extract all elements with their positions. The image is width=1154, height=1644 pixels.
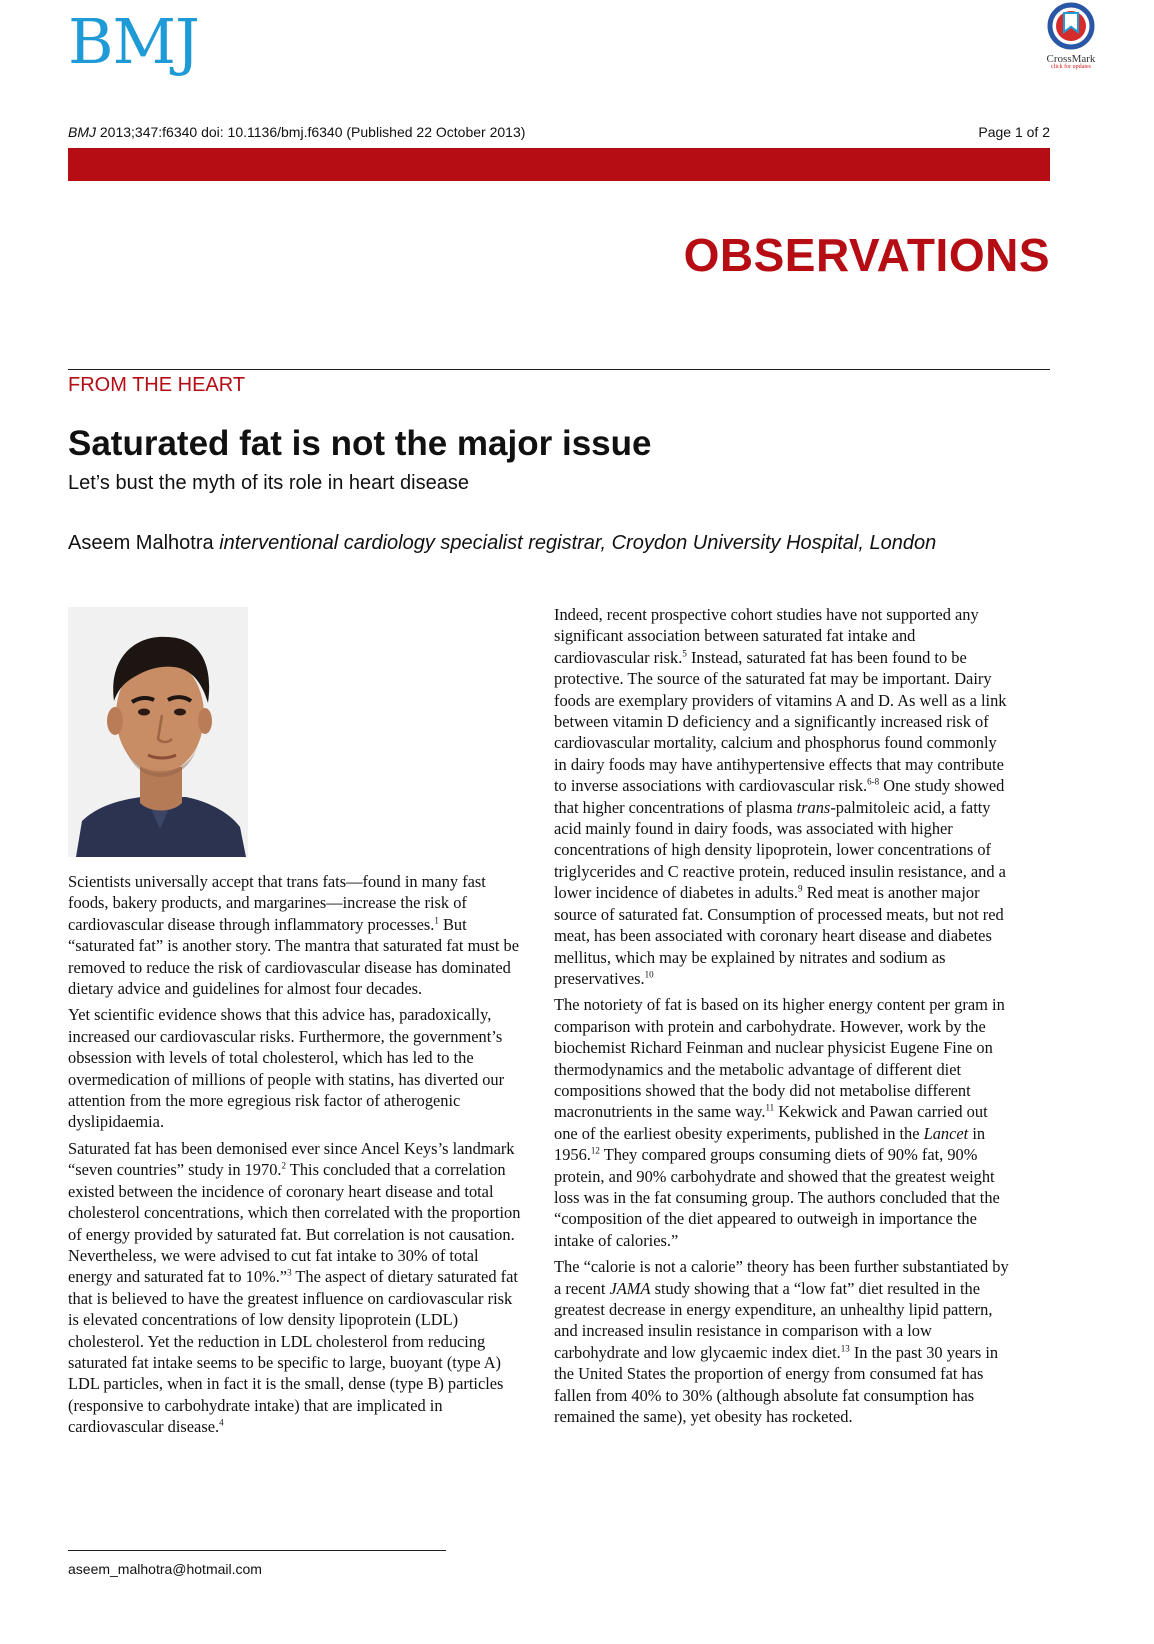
crossmark-sublabel: click for updates: [1051, 64, 1091, 70]
article-standfirst: Let’s bust the myth of its role in heart disease: [68, 472, 469, 494]
bmj-logo: BMJ: [68, 5, 199, 78]
citation-details: 2013;347:f6340 doi: 10.1136/bmj.f6340 (Published 22 October 2013): [96, 124, 526, 140]
footnote-divider: [68, 1550, 446, 1551]
citation-journal: BMJ: [68, 124, 96, 140]
body-paragraph: Indeed, recent prospective cohort studies have not supported any significant association between saturated fat intake and cardiovascular risk.$^5$ Instead, saturated fat has been found to be protective. The source of the saturated fat may be important. Dairy foods are exemplary providers of vitamins A and D. As well as a link between vitamin D deficiency and a significantly increased risk of cardiovascular mortality, calcium and phosphorus found commonly in dairy foods may have antihypertensive effects that may contribute to inverse associations with cardiovascular risk.$^{6-8}$ One study showed that higher concentrations of plasma trans-palmitoleic acid, a fatty acid mainly found in dairy foods, was associated with higher concentrations of high density lipoprotein, lower concentrations of triglycerides and C reactive protein, reduced insulin resistance, and a lower incidence of diabetes in adults.$^9$ Red meat is another major source of saturated fat. Consumption of processed meats, but not red meat, has been associated with coronary heart disease and diabetes mellitus, which may be explained by nitrates and sodium as preservatives.$^{10}$: [554, 605, 1007, 988]
body-paragraph: Yet scientific evidence shows that this advice has, paradoxically, increased our cardiovascular risks. Furthermore, the government’s obsession with levels of total cholesterol, which has led to the overmedication of millions of people with statins, has diverted our attention from the more egregious risk factor of atherogenic dyslipidaemia.: [68, 1005, 505, 1132]
crossmark-icon: [1047, 2, 1095, 50]
author-byline: [68, 532, 936, 555]
article-body-right-column: [554, 604, 1010, 1432]
author-photo: [68, 607, 248, 857]
citation-line: [68, 124, 525, 140]
crossmark-badge[interactable]: [1028, 2, 1114, 70]
page-number: Page 1 of 2: [978, 124, 1050, 140]
article-title: Saturated fat is not the major issue: [68, 424, 652, 463]
body-paragraph: Saturated fat has been demonised ever since Ancel Keys’s landmark “seven countries” study in 1970.$^2$ This concluded that a correlation existed between the incidence of coronary heart disease and total cholesterol concentrations, which then correlated with the proportion of energy provided by saturated fat. But correlation is not causation. Nevertheless, we were advised to cut fat intake to 30% of total energy and saturated fat to 10%.”$^3$ The aspect of dietary saturated fat that is believed to have the greatest influence on cardiovascular risk is elevated concentrations of low density lipoprotein (LDL) cholesterol. Yet the reduction in LDL cholesterol from reducing saturated fat intake seems to be specific to large, buoyant (type A) LDL particles, when in fact it is the small, dense (type B) particles (responsive to carbohydrate intake) that are implicated in cardiovascular disease.$^4$: [68, 1138, 521, 1437]
author-affiliation: interventional cardiology specialist registrar, Croydon University Hospital, London: [219, 532, 937, 554]
author-email-link[interactable]: aseem_malhotra@hotmail.com: [68, 1561, 262, 1577]
body-paragraph: The “calorie is not a calorie” theory has been further substantiated by a recent JAMA study showing that a “low fat” diet resulted in the greatest decrease in energy expenditure, an unhealthy lipid pattern, and increased insulin resistance in comparison with a low carbohydrate and low glycaemic index diet.$^{13}$ In the past 30 years in the United States the proportion of energy from consumed fat has fallen from 40% to 30% (although absolute fat consumption has remained the same), yet obesity has rocketed.: [554, 1257, 1009, 1427]
header-red-bar: [68, 148, 1050, 181]
author-portrait-illustration: [68, 607, 248, 857]
crossmark-label: CrossMark: [1046, 53, 1096, 65]
body-paragraph: Scientists universally accept that trans fats—found in many fast foods, bakery products, and margarines—increase the risk of cardiovascular disease through inflammatory processes.$^1$ But “saturated fat” is another story. The mantra that saturated fat must be removed to reduce the risk of cardiovascular disease has dominated dietary advice and guidelines for almost four decades.: [68, 872, 520, 999]
column-label: FROM THE HEART: [68, 374, 246, 396]
author-name: Aseem Malhotra: [68, 532, 214, 554]
body-paragraph: The notoriety of fat is based on its higher energy content per gram in comparison with protein and carbohydrate. However, work by the biochemist Richard Feinman and nuclear physicist Eugene Fine on thermodynamics and the metabolic advantage of different diet compositions showed that the body did not metabolise different macronutrients in the same way.$^{11}$ Kekwick and Pawan carried out one of the earliest obesity experiments, published in the Lancet in 1956.12 They compared groups consuming diets of 90% fat, 90% protein, and 90% carbohydrate and showed that the greatest weight loss was in the fat consuming group. The authors concluded that the “composition of the diet appeared to outweigh in importance the intake of calories.”: [554, 995, 1005, 1250]
section-title: OBSERVATIONS: [683, 229, 1050, 281]
article-body-left-column: [68, 871, 524, 1443]
section-divider: [68, 369, 1050, 370]
